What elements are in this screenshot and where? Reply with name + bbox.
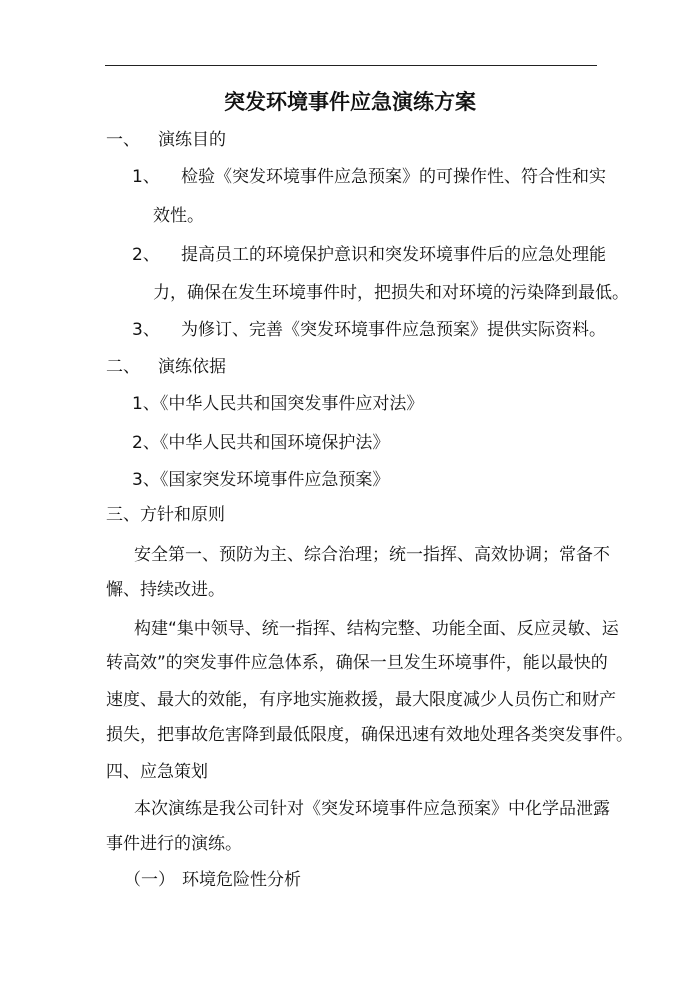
- subsection-title: 环境危险性分析: [182, 870, 301, 890]
- paragraph-line: 本次演练是我公司针对《突发环境事件应急预案》中化学品泄露: [134, 799, 610, 819]
- list-item: 1、《中华人民共和国突发事件应对法》: [132, 394, 424, 414]
- list-item: [132, 318, 606, 342]
- item-text: 检验《突发环境事件应急预案》的可操作性、符合性和实: [181, 167, 606, 187]
- section-title: 演练依据: [158, 357, 226, 377]
- header-rule: [105, 65, 597, 66]
- item-text: 为修订、完善《突发环境事件应急预案》提供实际资料。: [181, 320, 606, 340]
- paragraph-line: 安全第一、预防为主、综合治理；统一指挥、高效协调；常备不: [134, 545, 610, 565]
- list-item: 3、《国家突发环境事件应急预案》: [132, 470, 390, 490]
- list-item: 2、《中华人民共和国环境保护法》: [132, 433, 390, 453]
- paragraph-line: 损失，把事故危害降到最低限度，确保迅速有效地处理各类突发事件。: [106, 725, 633, 745]
- section-2-heading: [106, 355, 226, 379]
- section-4-heading: 四、应急策划: [106, 762, 208, 782]
- item-number: 1、: [132, 167, 160, 187]
- subsection-heading: [124, 868, 301, 892]
- section-number: 二、: [106, 357, 140, 377]
- paragraph-line: 速度、最大的效能，有序地实施救援，最大限度减少人员伤亡和财产: [106, 690, 616, 710]
- list-item: [132, 243, 606, 267]
- section-3-heading: 三、方针和原则: [106, 505, 225, 525]
- item-text-continued: 效性。: [153, 206, 204, 226]
- paragraph-line: 转高效”的突发事件应急体系，确保一旦发生环境事件，能以最快的: [106, 653, 608, 673]
- paragraph-line: 懈、持续改进。: [106, 580, 225, 600]
- item-number: 3、: [132, 320, 160, 340]
- item-text: 提高员工的环境保护意识和突发环境事件后的应急处理能: [181, 245, 606, 265]
- subsection-number: （一）: [124, 870, 175, 890]
- section-number: 一、: [106, 130, 140, 150]
- section-title: 演练目的: [158, 130, 226, 150]
- item-number: 2、: [132, 245, 160, 265]
- section-1-heading: [106, 128, 226, 152]
- document-title: 突发环境事件应急演练方案: [224, 90, 476, 114]
- list-item: [132, 165, 606, 189]
- item-text-continued: 力，确保在发生环境事件时，把损失和对环境的污染降到最低。: [153, 283, 629, 303]
- paragraph-line: 事件进行的演练。: [106, 834, 242, 854]
- paragraph-line: 构建“集中领导、统一指挥、结构完整、功能全面、反应灵敏、运: [134, 619, 619, 639]
